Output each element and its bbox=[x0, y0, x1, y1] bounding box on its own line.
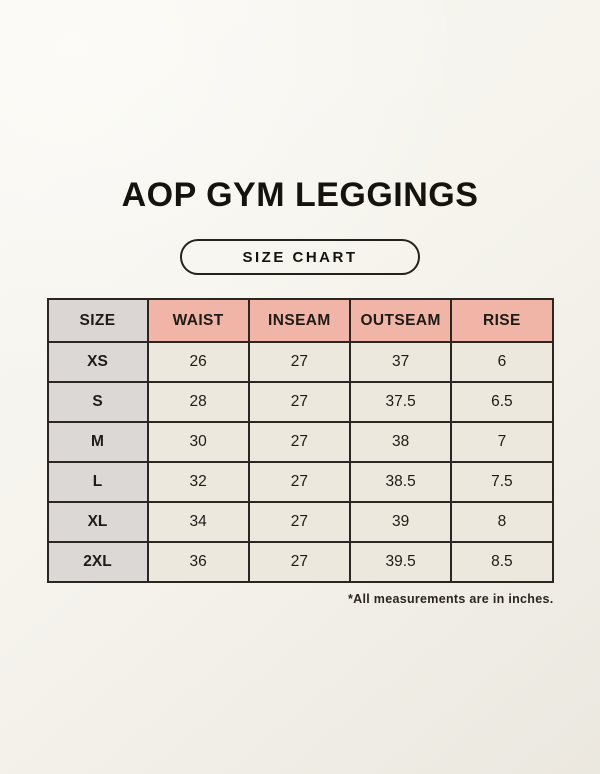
inseam-value: 27 bbox=[249, 542, 350, 582]
inseam-value: 27 bbox=[249, 422, 350, 462]
size-label: XS bbox=[48, 342, 148, 382]
outseam-value: 37 bbox=[350, 342, 451, 382]
size-chart-badge bbox=[180, 239, 420, 275]
header-cell-outseam: OUTSEAM bbox=[350, 299, 451, 342]
outseam-value: 38.5 bbox=[350, 462, 451, 502]
header-cell-rise: RISE bbox=[451, 299, 552, 342]
table-row-xl bbox=[48, 502, 553, 542]
waist-value: 34 bbox=[148, 502, 249, 542]
size-table-body bbox=[48, 342, 553, 582]
size-label: S bbox=[48, 382, 148, 422]
rise-value: 8.5 bbox=[451, 542, 552, 582]
waist-value: 36 bbox=[148, 542, 249, 582]
header-row bbox=[48, 299, 553, 342]
header-cell-waist: WAIST bbox=[148, 299, 249, 342]
table-row-xs bbox=[48, 342, 553, 382]
rise-value: 7 bbox=[451, 422, 552, 462]
size-label: XL bbox=[48, 502, 148, 542]
waist-value: 32 bbox=[148, 462, 249, 502]
outseam-value: 38 bbox=[350, 422, 451, 462]
waist-value: 26 bbox=[148, 342, 249, 382]
table-row-2xl bbox=[48, 542, 553, 582]
inseam-value: 27 bbox=[249, 342, 350, 382]
rise-value: 8 bbox=[451, 502, 552, 542]
size-table-head bbox=[48, 299, 553, 342]
size-table bbox=[47, 298, 554, 583]
rise-value: 6.5 bbox=[451, 382, 552, 422]
inseam-value: 27 bbox=[249, 382, 350, 422]
header-cell-inseam: INSEAM bbox=[249, 299, 350, 342]
header-cell-size: SIZE bbox=[48, 299, 148, 342]
measurement-note: *All measurements are in inches. bbox=[347, 592, 554, 606]
size-label: L bbox=[48, 462, 148, 502]
rise-value: 6 bbox=[451, 342, 552, 382]
inseam-value: 27 bbox=[249, 502, 350, 542]
size-chart-badge-label: SIZE CHART bbox=[242, 248, 358, 266]
outseam-value: 37.5 bbox=[350, 382, 451, 422]
outseam-value: 39 bbox=[350, 502, 451, 542]
table-row-s bbox=[48, 382, 553, 422]
waist-value: 30 bbox=[148, 422, 249, 462]
size-label: 2XL bbox=[48, 542, 148, 582]
table-row-l bbox=[48, 462, 553, 502]
table-row-m bbox=[48, 422, 553, 462]
size-label: M bbox=[48, 422, 148, 462]
outseam-value: 39.5 bbox=[350, 542, 451, 582]
rise-value: 7.5 bbox=[451, 462, 552, 502]
waist-value: 28 bbox=[148, 382, 249, 422]
page-title: AOP GYM LEGGINGS bbox=[121, 176, 479, 214]
inseam-value: 27 bbox=[249, 462, 350, 502]
